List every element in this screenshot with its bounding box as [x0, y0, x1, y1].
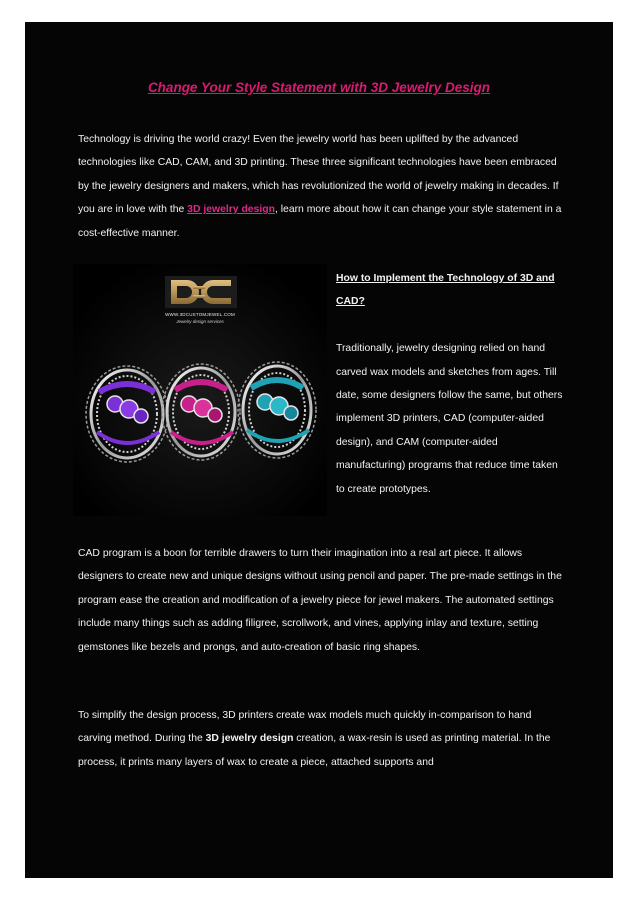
side-column [336, 267, 564, 501]
printing-text-end: creation, a wax-resin is used as printing material. In the process, it prints many layers of wax to create a piece, attached supports and [78, 733, 551, 768]
jewelry-design-link[interactable]: 3D jewelry design [187, 204, 275, 216]
intro-text-start: Technology is driving the world crazy! Even the jewelry world has been uplifted by the advanced technologies like CAD, CAM, and 3D printing. These three significant technologies have been embraced by the jewelry designers and makers, which has revolutionized the world of jewelry making in decades. If you are in love with the [78, 134, 559, 216]
cad-paragraph: CAD program is a boon for terrible drawers to turn their imagination into a real art piece. It allows designers to create new and unique designs without using pencil and paper. The pre-made settings in the program ease the creation and modification of a jewelry piece for jewel makers. The automated settings include many things such as adding filigree, scrollwork, and vines, applying inlay and texture, setting gemstones like bezels and prongs, and auto-creation of basic ring shapes. [78, 548, 562, 653]
intro-paragraph [78, 128, 563, 245]
section-body: Traditionally, jewelry designing relied on hand carved wax models and sketches from ages. Till date, some designers follow the same, but others implement 3D printers, CAD (computer-aided design), and CAM (computer-aided manufacturing) programs that reduce time taken to create prototypes. [336, 343, 563, 495]
page-title: Change Your Style Statement with 3D Jewelry Design [147, 80, 491, 95]
document-page [25, 22, 613, 878]
intro-text-end: , learn more about how it can change your style statement in a cost-effective manner. [78, 204, 562, 239]
printing-bold-text: 3D jewelry design [205, 733, 294, 745]
section-heading: How to Implement the Technology of 3D and CAD? [336, 273, 555, 308]
logo-3dc-icon [165, 276, 237, 308]
printing-paragraph [78, 704, 563, 774]
rings-illustration [73, 264, 327, 516]
logo-tagline-text: Jewelry design services [176, 319, 224, 324]
printing-text-start: To simplify the design process, 3D printers create wax models much quickly in-comparison to hand carving method. During the [78, 710, 532, 745]
logo-url-text: WWW.3DCUSTOMJEWEL.COM [165, 312, 235, 317]
rings-image [73, 264, 327, 516]
